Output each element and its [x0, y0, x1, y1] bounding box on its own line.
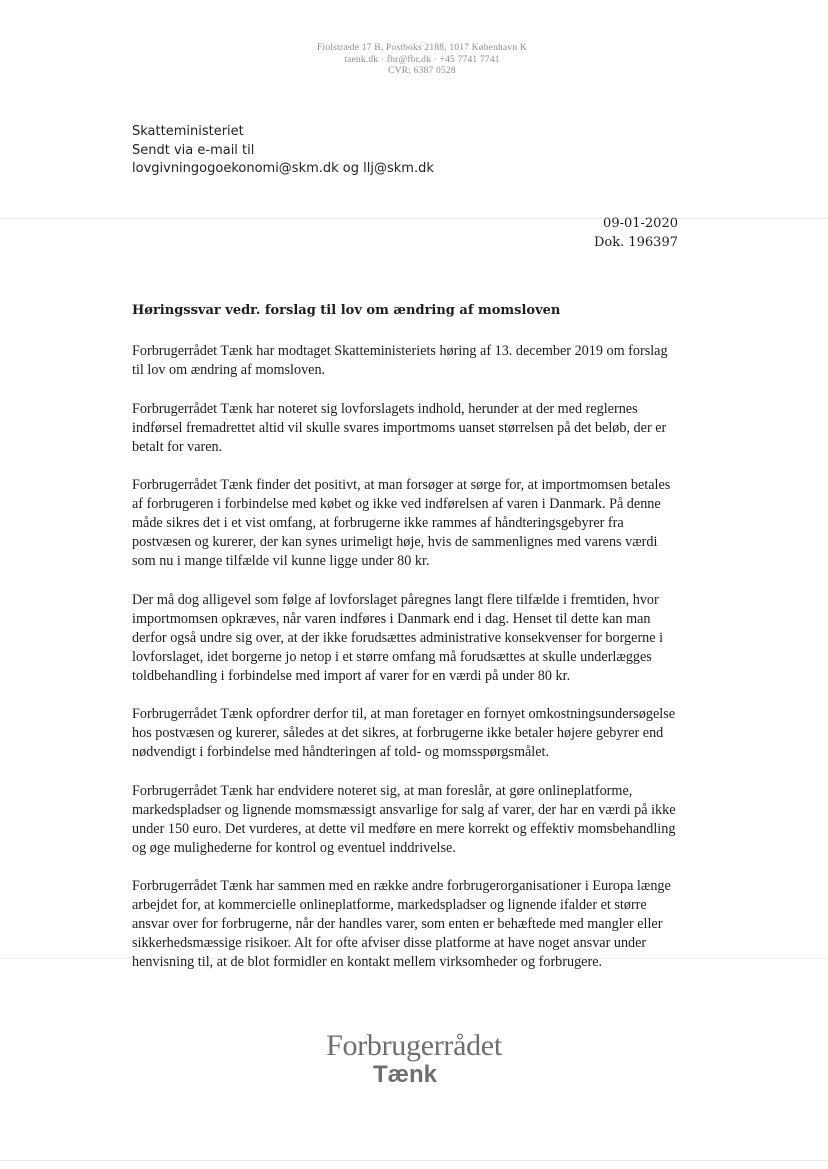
letterhead-address: Fiolstræde 17 B, Postboks 2188, 1017 København K [317, 43, 527, 53]
subject-heading: Høringssvar vedr. forslag til lov om ændring af momsloven [132, 303, 561, 318]
logo-line-taenk: Tænk [372, 1061, 437, 1088]
paragraph: Forbrugerrådet Tænk har sammen med en række andre forbrugerorganisationer i Europa længe arbejdet for, at kommercielle onlineplatforme, markedspladser og lignende ifalder et større ansvar over for forbrugerne, når der handles varer, som enten er behæftede med mangler eller sikkerhedsmæssige risikoer. Alt for ofte afviser disse platforme at have noget ansvar under henvisning til, at de blot formidler en kontakt mellem virksomheder og forbrugere. [132, 878, 671, 970]
recipient-block [132, 123, 434, 179]
letterhead-cvr: CVR: 6387 0528 [388, 66, 456, 76]
paragraph: Forbrugerrådet Tænk har noteret sig lovforslagets indhold, herunder at der med reglernes indførsel fremadrettet altid vil skulle svares importmoms uanset størrelsen på det beløb, der er betalt for varen. [132, 400, 667, 455]
letterhead [0, 43, 828, 78]
logo-line-forbrugerraadet: Forbrugerrådet [326, 1029, 502, 1062]
paragraph: Der må dog alligevel som følge af lovforslaget påregnes langt flere tilfælde i fremtiden, hvor importmomsen opkræves, når varen indføres i Danmark end i dag. Henset til dette kan man derfor også undre sig over, at der ikke forudsættes administrative konsekvenser for borgerne i lovforslaget, idet borgerne jo netop i et større omfang må forudsættes at skulle underlægges toldbehandling i forbindelse med import af varer for en værdi på under 80 kr. [132, 591, 664, 684]
letter-body [132, 342, 680, 992]
paragraph: Forbrugerrådet Tænk opfordrer derfor til, at man foretager en fornyet omkostningsundersøgelse hos postvæsen og kurerer, således at det sikres, at forbrugerne ikke betaler højere gebyrer end nødvendigt i forbindelse med håndteringen af told- og momsspørgsmålet. [132, 706, 676, 760]
organization-logo [0, 1030, 828, 1088]
scan-line-top [0, 218, 828, 219]
paragraph: Forbrugerrådet Tænk har endvidere noteret sig, at man foreslår, at gøre onlineplatforme, markedspladser og lignende momsmæssigt ansvarlige for salg af varer, der har en værdi på ikke under 150 euro. Det vurderes, at dette vil medføre en mere korrekt og effektiv momsbehandling og øge mulighederne for kontrol og eventuel inddrivelse. [132, 782, 676, 856]
recipient-via: Sendt via e-mail til [132, 142, 255, 158]
recipient-name: Skatteministeriet [132, 124, 244, 139]
document-meta [594, 215, 678, 252]
document-date: 09-01-2020 [603, 216, 678, 231]
scan-line-bottom [0, 1160, 828, 1161]
letterhead-contact: taenk.dk · fbr@fbr.dk · +45 7741 7741 [344, 54, 500, 65]
recipient-emails: lovgivningogoekonomi@skm.dk og llj@skm.dk [132, 161, 434, 176]
paragraph: Forbrugerrådet Tænk finder det positivt, at man forsøger at sørge for, at importmomsen betales af forbrugeren i forbindelse med købet og ikke ved indførelsen af varen i Danmark. På denne måde sikres det i et vist omfang, at forbrugerne ikke rammes af håndteringsgebyrer fra postvæsen og kurerer, der kan synes urimeligt høje, hvis de sammenlignes med varens værdi som nu i mange tilfælde vil kunne ligge under 80 kr. [132, 477, 671, 569]
document-number: Dok. 196397 [593, 234, 678, 250]
paragraph: Forbrugerrådet Tænk har modtaget Skatteministeriets høring af 13. december 2019 om forslag til lov om ændring af momsloven. [132, 343, 668, 378]
